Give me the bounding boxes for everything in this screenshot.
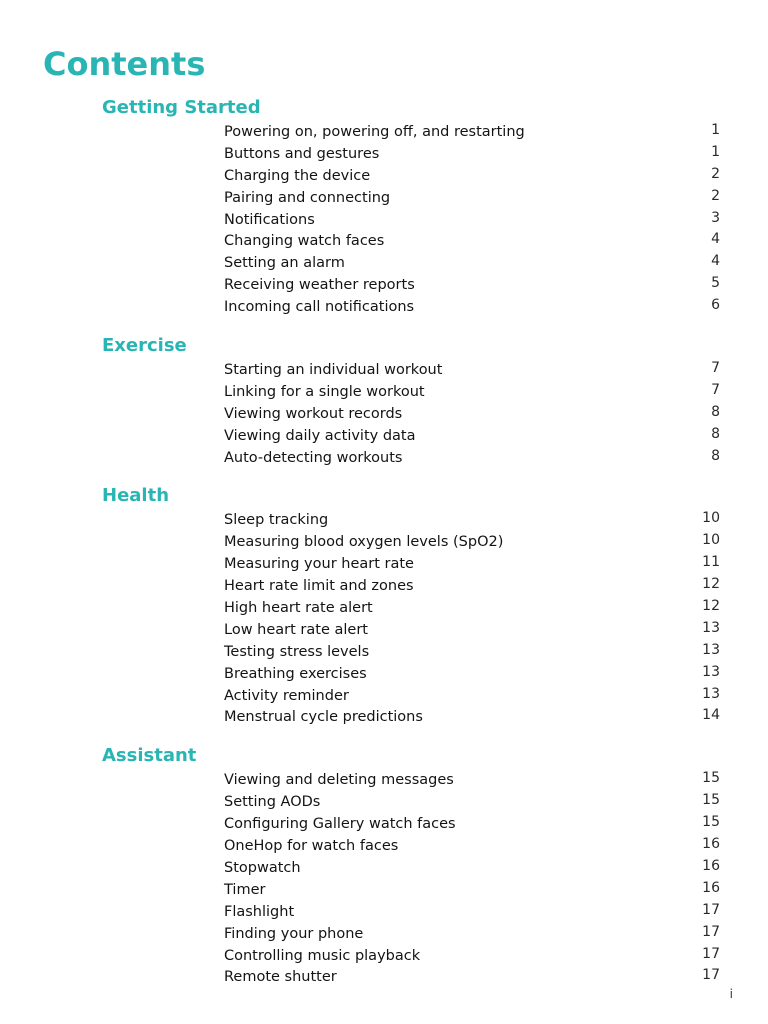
table-of-contents — [0, 93, 768, 989]
toc-entry[interactable] — [0, 770, 768, 792]
toc-entry-page-number[interactable]: 10 — [702, 532, 720, 549]
toc-entry-page-number[interactable]: 1 — [711, 122, 720, 138]
toc-entry-title[interactable]: Flashlight — [224, 903, 295, 920]
toc-entry-page-number[interactable]: 15 — [702, 770, 720, 787]
toc-entry-page-number[interactable]: 13 — [702, 663, 720, 680]
toc-entry-title[interactable]: Starting an individual workout — [224, 362, 443, 379]
toc-entry-page-number[interactable]: 1 — [711, 143, 720, 160]
toc-entry-title[interactable]: Auto-detecting workouts — [224, 449, 403, 466]
toc-entry-title[interactable]: Heart rate limit and zones — [224, 578, 414, 595]
toc-entry[interactable] — [0, 836, 768, 858]
toc-entry-title[interactable]: Measuring blood oxygen levels (SpO2) — [224, 534, 504, 551]
toc-entry-page-number[interactable]: 10 — [702, 510, 720, 527]
section-heading[interactable]: Getting Started — [102, 97, 261, 118]
toc-entry-page-number[interactable]: 6 — [711, 297, 720, 314]
toc-entry-page-number[interactable]: 4 — [711, 253, 720, 270]
toc-entry-page-number[interactable]: 13 — [702, 619, 720, 636]
toc-entry-page-number[interactable]: 13 — [702, 685, 720, 702]
section-heading[interactable]: Assistant — [102, 745, 197, 767]
toc-entry-page-number[interactable]: 15 — [702, 792, 720, 809]
toc-entry[interactable] — [0, 642, 768, 664]
toc-entry-title[interactable]: Controlling music playback — [224, 947, 421, 964]
toc-entry-title[interactable]: Setting an alarm — [224, 255, 345, 272]
toc-entry[interactable] — [0, 792, 768, 814]
toc-entry[interactable] — [0, 360, 768, 382]
toc-entry-title[interactable]: Breathing exercises — [224, 665, 367, 682]
toc-entry-page-number[interactable]: 17 — [702, 901, 720, 918]
toc-entry-title[interactable]: Stopwatch — [224, 859, 301, 876]
toc-entry-page-number[interactable]: 8 — [711, 425, 720, 442]
toc-entry-page-number[interactable]: 5 — [711, 275, 720, 292]
toc-entry-title[interactable]: Viewing daily activity data — [224, 427, 416, 444]
toc-entry[interactable] — [0, 253, 768, 275]
page-number: i — [729, 987, 733, 1001]
toc-entry[interactable] — [0, 598, 768, 620]
toc-entry-title[interactable]: Buttons and gestures — [224, 145, 380, 162]
toc-entry-page-number[interactable]: 16 — [702, 879, 720, 896]
toc-entry-title[interactable]: Menstrual cycle predictions — [224, 709, 423, 726]
section-heading[interactable]: Exercise — [102, 335, 187, 357]
toc-entry-title[interactable]: Notifications — [224, 211, 315, 228]
toc-entry[interactable] — [0, 946, 768, 968]
toc-entry-page-number[interactable]: 8 — [711, 403, 720, 420]
toc-entry-title[interactable]: Powering on, powering off, and restarting — [224, 124, 525, 140]
toc-entry-title[interactable]: Finding your phone — [224, 925, 364, 942]
toc-entry[interactable] — [0, 122, 768, 144]
toc-entry-page-number[interactable]: 8 — [711, 447, 720, 464]
toc-entry-list — [0, 122, 768, 319]
toc-entry-title[interactable]: Pairing and connecting — [224, 189, 391, 206]
toc-entry[interactable] — [0, 404, 768, 426]
toc-entry-title[interactable]: Testing stress levels — [224, 643, 370, 660]
toc-entry[interactable] — [0, 188, 768, 210]
toc-entry-page-number[interactable]: 12 — [702, 576, 720, 593]
toc-section — [0, 93, 768, 331]
section-spacer — [0, 319, 768, 331]
toc-entry-title[interactable]: Activity reminder — [224, 687, 349, 704]
toc-entry[interactable] — [0, 426, 768, 448]
toc-entry[interactable] — [0, 858, 768, 880]
toc-entry-page-number[interactable]: 3 — [711, 209, 720, 226]
toc-entry-title[interactable]: Configuring Gallery watch faces — [224, 816, 456, 833]
toc-entry[interactable] — [0, 144, 768, 166]
toc-entry-list — [0, 510, 768, 729]
toc-section — [0, 481, 768, 741]
toc-entry-page-number[interactable]: 2 — [711, 187, 720, 204]
toc-entry[interactable] — [0, 448, 768, 470]
toc-entry-title[interactable]: Setting AODs — [224, 794, 321, 811]
toc-entry-list — [0, 360, 768, 469]
toc-entry[interactable] — [0, 576, 768, 598]
toc-entry[interactable] — [0, 924, 768, 946]
toc-entry-page-number[interactable]: 14 — [702, 707, 720, 724]
toc-entry[interactable] — [0, 967, 768, 989]
toc-entry-page-number[interactable]: 17 — [702, 945, 720, 962]
toc-entry[interactable] — [0, 510, 768, 532]
toc-section — [0, 331, 768, 481]
toc-section — [0, 741, 768, 989]
toc-entry[interactable] — [0, 297, 768, 319]
toc-entry[interactable] — [0, 166, 768, 188]
toc-entry[interactable] — [0, 664, 768, 686]
toc-entry-page-number[interactable]: 15 — [702, 814, 720, 831]
toc-entry-title[interactable]: Linking for a single workout — [224, 383, 425, 400]
toc-entry-title[interactable]: Charging the device — [224, 167, 371, 184]
page-title: Contents — [43, 45, 206, 83]
toc-entry[interactable] — [0, 620, 768, 642]
toc-entry[interactable] — [0, 532, 768, 554]
toc-entry[interactable] — [0, 880, 768, 902]
toc-entry-title[interactable]: High heart rate alert — [224, 600, 373, 617]
toc-entry-title[interactable]: Incoming call notifications — [224, 299, 415, 316]
toc-entry-page-number[interactable]: 16 — [702, 857, 720, 874]
toc-entry[interactable] — [0, 554, 768, 576]
toc-entry[interactable] — [0, 231, 768, 253]
toc-entry-page-number[interactable]: 2 — [711, 165, 720, 182]
toc-entry-list — [0, 770, 768, 989]
toc-entry-page-number[interactable]: 4 — [711, 231, 720, 248]
toc-entry-title[interactable]: Changing watch faces — [224, 233, 385, 250]
toc-entry-page-number[interactable]: 7 — [711, 360, 720, 377]
toc-entry-title[interactable]: Viewing workout records — [224, 405, 403, 422]
toc-entry[interactable] — [0, 210, 768, 232]
toc-entry-page-number[interactable]: 16 — [702, 836, 720, 853]
toc-entry-page-number[interactable]: 12 — [702, 598, 720, 615]
toc-entry[interactable] — [0, 707, 768, 729]
section-heading[interactable]: Health — [102, 485, 170, 507]
toc-entry[interactable] — [0, 275, 768, 297]
toc-entry-title[interactable]: Viewing and deleting messages — [224, 772, 454, 789]
toc-entry-title[interactable]: Measuring your heart rate — [224, 556, 414, 573]
toc-entry-title[interactable]: Low heart rate alert — [224, 621, 368, 638]
toc-entry-page-number[interactable]: 7 — [711, 381, 720, 398]
toc-entry[interactable] — [0, 686, 768, 708]
toc-entry-title[interactable]: Remote shutter — [224, 969, 337, 986]
section-spacer — [0, 729, 768, 741]
toc-entry-page-number[interactable]: 17 — [702, 967, 720, 984]
toc-entry[interactable] — [0, 814, 768, 836]
toc-entry-title[interactable]: Receiving weather reports — [224, 277, 415, 294]
toc-entry-title[interactable]: Timer — [224, 881, 266, 898]
toc-entry-title[interactable]: Sleep tracking — [224, 512, 329, 529]
toc-entry[interactable] — [0, 382, 768, 404]
toc-entry-title[interactable]: OneHop for watch faces — [224, 838, 399, 855]
toc-entry-page-number[interactable]: 17 — [702, 923, 720, 940]
toc-entry-page-number[interactable]: 11 — [702, 554, 720, 571]
section-spacer — [0, 469, 768, 481]
toc-entry-page-number[interactable]: 13 — [702, 641, 720, 658]
toc-entry[interactable] — [0, 902, 768, 924]
